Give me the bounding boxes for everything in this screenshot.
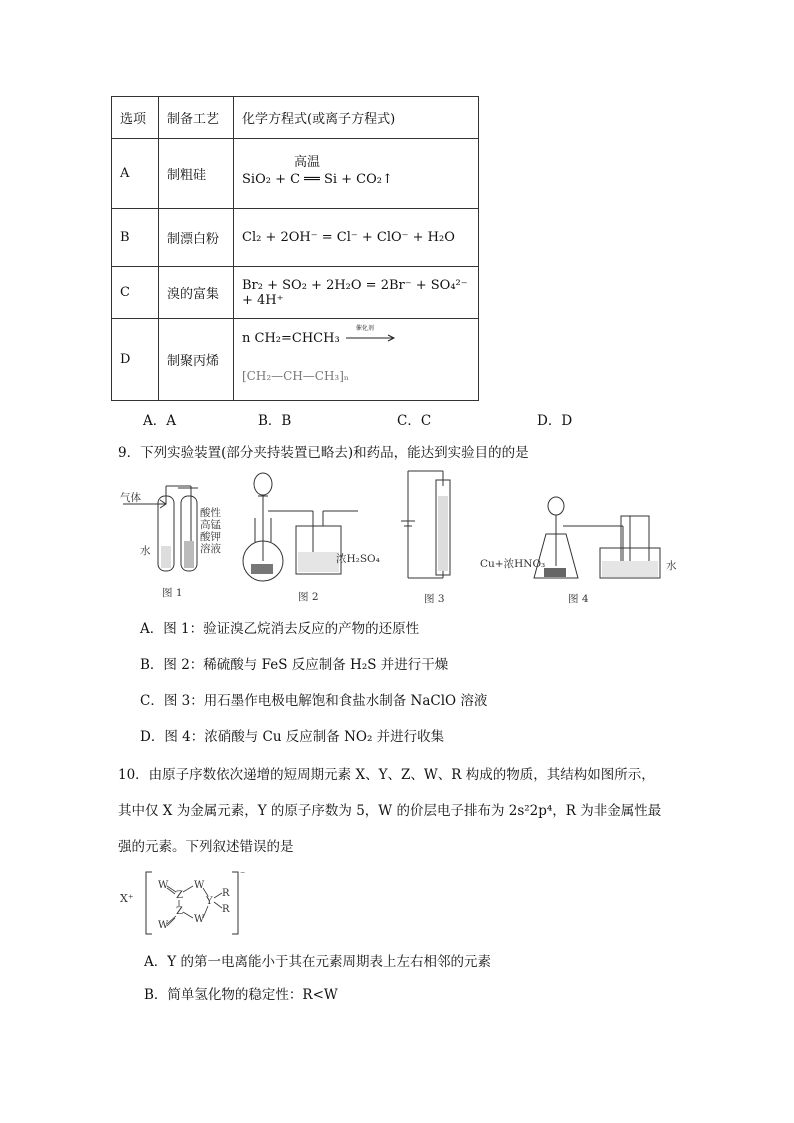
- fig4-cu-label: Cu+浓HNO₃: [480, 558, 546, 570]
- svg-text:高锰: 高锰: [200, 519, 221, 531]
- svg-text:Z: Z: [176, 890, 183, 901]
- reaction-condition: 高温: [294, 155, 321, 170]
- reaction-condition: 催化剂: [355, 325, 374, 332]
- row-process: 溴的富集: [159, 267, 234, 319]
- q8-choice-a: A．A: [143, 413, 176, 429]
- q9-choice-a: A．图 1：验证溴乙烷消去反应的产物的还原性: [140, 621, 420, 637]
- header-option: 选项: [112, 97, 159, 139]
- process-table: [111, 96, 479, 401]
- q10-structure-figure: [118, 868, 258, 940]
- svg-text:W: W: [194, 914, 205, 925]
- fig1-gas-label: 气体: [120, 492, 141, 504]
- equation-line2: [CH₂—CH—CH₃]ₙ: [242, 369, 350, 383]
- row-equation: Br₂ + SO₂ + 2H₂O = 2Br⁻ + SO₄²⁻ + 4H⁺: [234, 267, 479, 319]
- row-equation: [234, 319, 479, 401]
- q9-choice-d: D．图 4：浓硝酸与 Cu 反应制备 NO₂ 并进行收集: [140, 729, 445, 745]
- fig4-water-label: 水: [666, 560, 677, 572]
- table-row: [112, 319, 479, 401]
- row-option: D: [112, 319, 159, 401]
- svg-text:W: W: [158, 880, 169, 891]
- row-option: C: [112, 267, 159, 319]
- q9-apparatus-figure: [118, 466, 688, 611]
- header-process: 制备工艺: [159, 97, 234, 139]
- fig1-water-label: 水: [140, 545, 151, 557]
- q10-stem-line1: 10．由原子序数依次递增的短周期元素 X、Y、Z、W、R 构成的物质，其结构如图所示，: [118, 767, 655, 783]
- svg-text:酸性: 酸性: [200, 507, 221, 519]
- svg-text:Z: Z: [176, 906, 183, 917]
- fig4-caption: 图 4: [568, 593, 589, 605]
- row-equation: Cl₂ + 2OH⁻ = Cl⁻ + ClO⁻ + H₂O: [234, 209, 479, 267]
- water-trough: [602, 561, 658, 577]
- table-row: [112, 267, 479, 319]
- q8-choice-d: D．D: [537, 413, 573, 429]
- svg-text:酸钾: 酸钾: [200, 531, 221, 543]
- fig1-caption: 图 1: [162, 587, 183, 599]
- svg-text:Y: Y: [206, 896, 213, 907]
- table-header-row: [112, 97, 479, 139]
- row-process: 制聚丙烯: [159, 319, 234, 401]
- table-row: [112, 209, 479, 267]
- q8-choice-c: C．C: [397, 413, 432, 429]
- q9-stem: 9．下列实验装置(部分夹持装置已略去)和药品，能达到实验目的的是: [118, 445, 529, 461]
- cation-x: X⁺: [120, 892, 134, 905]
- q10-choice-a: A．Y 的第一电离能小于其在元素周期表上左右相邻的元素: [144, 954, 491, 970]
- q10-stem-line3: 强的元素。下列叙述错误的是: [118, 839, 294, 855]
- row-equation: [234, 139, 479, 209]
- svg-text:溶液: 溶液: [200, 543, 221, 555]
- row-process: 制漂白粉: [159, 209, 234, 267]
- q10-choice-b: B．简单氢化物的稳定性：R<W: [144, 987, 338, 1003]
- q9-choice-b: B．图 2：稀硫酸与 FeS 反应制备 H₂S 并进行干燥: [140, 657, 449, 673]
- fig2-caption: 图 2: [298, 591, 319, 603]
- row-option: B: [112, 209, 159, 267]
- q9-choice-c: C．图 3：用石墨作电极电解饱和食盐水制备 NaClO 溶液: [140, 693, 488, 709]
- row-option: A: [112, 139, 159, 209]
- fig3-caption: 图 3: [424, 593, 445, 605]
- anion-charge: ⁻: [240, 870, 246, 881]
- header-equation: 化学方程式(或离子方程式): [234, 97, 479, 139]
- q8-choice-b: B．B: [258, 413, 292, 429]
- row-process: 制粗硅: [159, 139, 234, 209]
- q10-stem-line2: 其中仅 X 为金属元素，Y 的原子序数为 5，W 的价层电子排布为 2s²2p⁴，R 为非金属性最: [118, 803, 662, 819]
- svg-text:W: W: [194, 880, 205, 891]
- svg-text:W: W: [158, 920, 169, 931]
- equation-line1: n CH₂=CHCH₃: [242, 331, 340, 346]
- copper-solid: [544, 568, 566, 577]
- svg-text:R: R: [222, 904, 230, 915]
- table-row: [112, 139, 479, 209]
- fig2-h2so4-label: 浓H₂SO₄: [336, 553, 380, 565]
- arrow-icon: [346, 334, 396, 344]
- equation-text: SiO₂ + C ══ Si + CO₂↑: [242, 172, 393, 187]
- svg-text:R: R: [222, 888, 230, 899]
- fes-solid: [251, 564, 273, 574]
- reaction-arrow: [346, 325, 396, 342]
- electrolyte: [438, 496, 448, 571]
